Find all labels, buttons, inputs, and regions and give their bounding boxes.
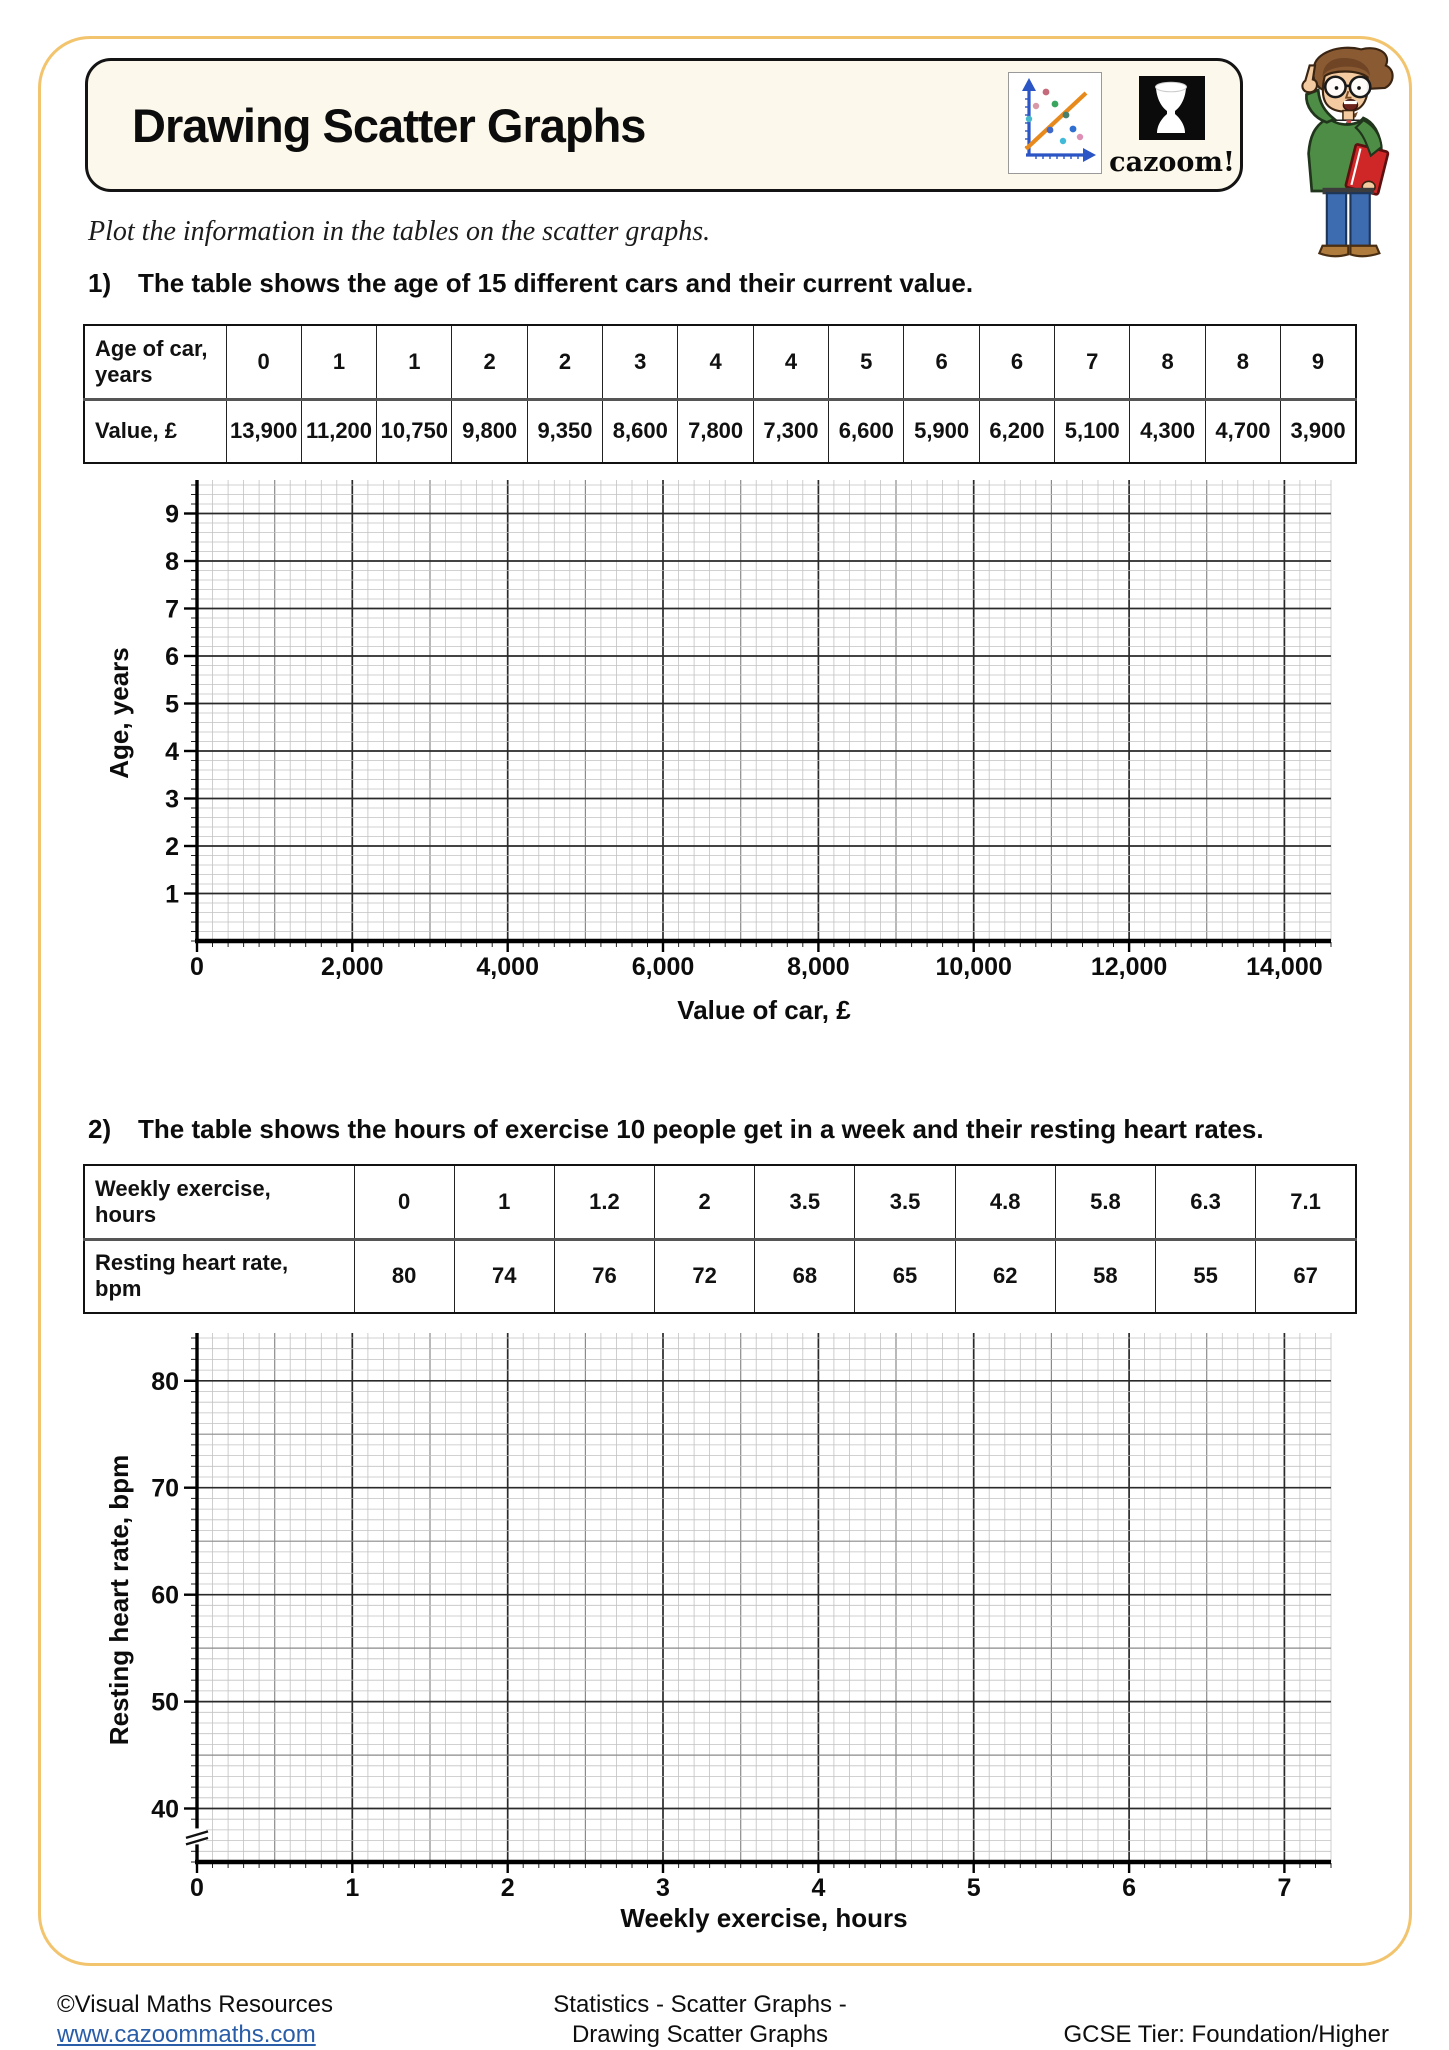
x-tick-label: 3 — [656, 1874, 670, 1902]
cazoom-drum-icon — [1139, 76, 1205, 140]
y-tick-label: 7 — [165, 595, 179, 624]
table-cell: 6 — [979, 325, 1054, 399]
y-tick-label: 70 — [151, 1474, 179, 1503]
teacher-clipart — [1258, 44, 1430, 264]
y-axis-title: Age, years — [104, 647, 134, 779]
table-cell: 9,350 — [527, 399, 602, 463]
table-cell: 5 — [829, 325, 904, 399]
x-axis-title: Weekly exercise, hours — [620, 1903, 908, 1933]
footer-website-link[interactable]: www.cazoommaths.com — [57, 2021, 316, 2048]
y-tick-label: 2 — [165, 833, 179, 861]
x-tick-label: 2,000 — [321, 953, 384, 981]
table-cell: 7,300 — [753, 399, 828, 463]
x-tick-label: 10,000 — [935, 953, 1012, 981]
table-cell: 62 — [955, 1239, 1055, 1313]
y-tick-label: 9 — [165, 500, 179, 529]
table-cell: 3.5 — [755, 1165, 855, 1239]
x-tick-label: 0 — [190, 953, 204, 981]
footer-topic — [450, 1990, 950, 2050]
table-cell: 2 — [655, 1165, 755, 1239]
y-tick-label: 3 — [165, 785, 179, 814]
table-row-header: Value, £ — [84, 399, 226, 463]
x-tick-label: 2 — [500, 1874, 515, 1902]
y-tick-label: 4 — [165, 738, 179, 766]
table-cell: 68 — [755, 1239, 855, 1313]
table-cell: 1 — [454, 1165, 554, 1239]
y-tick-label: 8 — [165, 548, 179, 576]
table-row-header: Weekly exercise, hours — [84, 1165, 354, 1239]
y-tick-label: 6 — [165, 643, 179, 671]
footer-tier: GCSE Tier: Foundation/Higher — [1063, 2021, 1389, 2048]
y-tick-label: 5 — [165, 690, 179, 719]
table-cell: 80 — [354, 1239, 454, 1313]
table-cell: 4,700 — [1205, 399, 1280, 463]
data-table-2 — [83, 1164, 1357, 1314]
footer-topic-line1: Statistics - Scatter Graphs - — [553, 1991, 847, 2018]
table-cell: 8 — [1130, 325, 1205, 399]
cazoom-logo — [1108, 76, 1236, 178]
y-tick-label: 1 — [165, 880, 179, 909]
x-tick-label: 6,000 — [631, 953, 695, 981]
x-tick-label: 6 — [1122, 1874, 1137, 1902]
y-tick-label: 60 — [151, 1581, 179, 1610]
x-tick-label: 12,000 — [1090, 953, 1168, 981]
x-axis-title: Value of car, £ — [677, 995, 851, 1025]
table-cell: 7 — [1055, 325, 1130, 399]
x-tick-label: 4 — [811, 1874, 826, 1902]
table-cell: 8,600 — [603, 399, 678, 463]
question-1 — [88, 268, 973, 299]
data-table-1 — [83, 324, 1357, 464]
cazoom-logo-text: cazoom! — [1109, 147, 1235, 178]
table-row-header: Age of car, years — [84, 325, 226, 399]
table-cell: 0 — [226, 325, 301, 399]
table-cell: 1 — [377, 325, 452, 399]
y-tick-label: 40 — [151, 1795, 179, 1824]
instruction-text: Plot the information in the tables on the scatter graphs. — [88, 216, 711, 247]
table-cell: 8 — [1205, 325, 1280, 399]
table-cell: 72 — [655, 1239, 755, 1313]
table-cell: 67 — [1256, 1239, 1356, 1313]
scatter-graph-1-grid — [50, 470, 1405, 1035]
table-cell: 13,900 — [226, 399, 301, 463]
footer-topic-line2: Drawing Scatter Graphs — [571, 2021, 829, 2048]
question-1-number: 1) — [88, 268, 112, 298]
table-cell: 9,800 — [452, 399, 527, 463]
question-1-text: The table shows the age of 15 different cars and their current value. — [138, 268, 974, 298]
page-title: Drawing Scatter Graphs — [132, 98, 646, 152]
question-2 — [88, 1114, 1264, 1145]
table-cell: 74 — [454, 1239, 554, 1313]
y-axis-title: Resting heart rate, bpm — [104, 1454, 134, 1746]
table-cell: 58 — [1055, 1239, 1155, 1313]
table-row-header: Resting heart rate, bpm — [84, 1239, 354, 1313]
table-cell: 3,900 — [1281, 399, 1356, 463]
table-cell: 1 — [301, 325, 376, 399]
table-cell: 5,900 — [904, 399, 979, 463]
table-cell: 7.1 — [1256, 1165, 1356, 1239]
table-cell: 4.8 — [955, 1165, 1055, 1239]
scatter-graph-2-grid — [50, 1325, 1405, 1953]
table-cell: 4 — [678, 325, 753, 399]
table-cell: 11,200 — [301, 399, 376, 463]
footer-copyright: ©Visual Maths Resources — [57, 1991, 334, 2018]
scatter-plot-icon-svg — [1009, 73, 1101, 173]
table-cell: 2 — [527, 325, 602, 399]
table-cell: 1.2 — [554, 1165, 654, 1239]
table-cell: 9 — [1281, 325, 1356, 399]
x-tick-label: 0 — [190, 1874, 204, 1902]
table-cell: 4 — [753, 325, 828, 399]
table-cell: 2 — [452, 325, 527, 399]
table-cell: 5.8 — [1055, 1165, 1155, 1239]
y-tick-label: 80 — [151, 1367, 179, 1396]
table-cell: 6,200 — [979, 399, 1054, 463]
table-cell: 65 — [855, 1239, 955, 1313]
x-tick-label: 4,000 — [476, 953, 539, 981]
y-tick-label: 50 — [151, 1688, 179, 1717]
table-cell: 3 — [603, 325, 678, 399]
question-2-number: 2) — [88, 1114, 112, 1144]
table-cell: 7,800 — [678, 399, 753, 463]
table-cell: 55 — [1156, 1239, 1256, 1313]
footer-left — [57, 1990, 333, 2050]
table-cell: 76 — [554, 1239, 654, 1313]
table-cell: 6 — [904, 325, 979, 399]
table-cell: 4,300 — [1130, 399, 1205, 463]
scatter-plot-icon — [1008, 72, 1102, 174]
table-cell: 6,600 — [829, 399, 904, 463]
table-cell: 10,750 — [377, 399, 452, 463]
teacher-clipart-svg — [1258, 44, 1430, 264]
x-tick-label: 1 — [345, 1874, 360, 1902]
x-tick-label: 8,000 — [787, 953, 850, 981]
x-tick-label: 14,000 — [1246, 953, 1323, 981]
question-2-text: The table shows the hours of exercise 10 people get in a week and their resting heart rates. — [138, 1114, 1264, 1144]
table-cell: 0 — [354, 1165, 454, 1239]
table-cell: 6.3 — [1156, 1165, 1256, 1239]
table-cell: 3.5 — [855, 1165, 955, 1239]
table-cell: 5,100 — [1055, 399, 1130, 463]
x-tick-label: 5 — [966, 1874, 981, 1902]
x-tick-label: 7 — [1277, 1874, 1292, 1902]
